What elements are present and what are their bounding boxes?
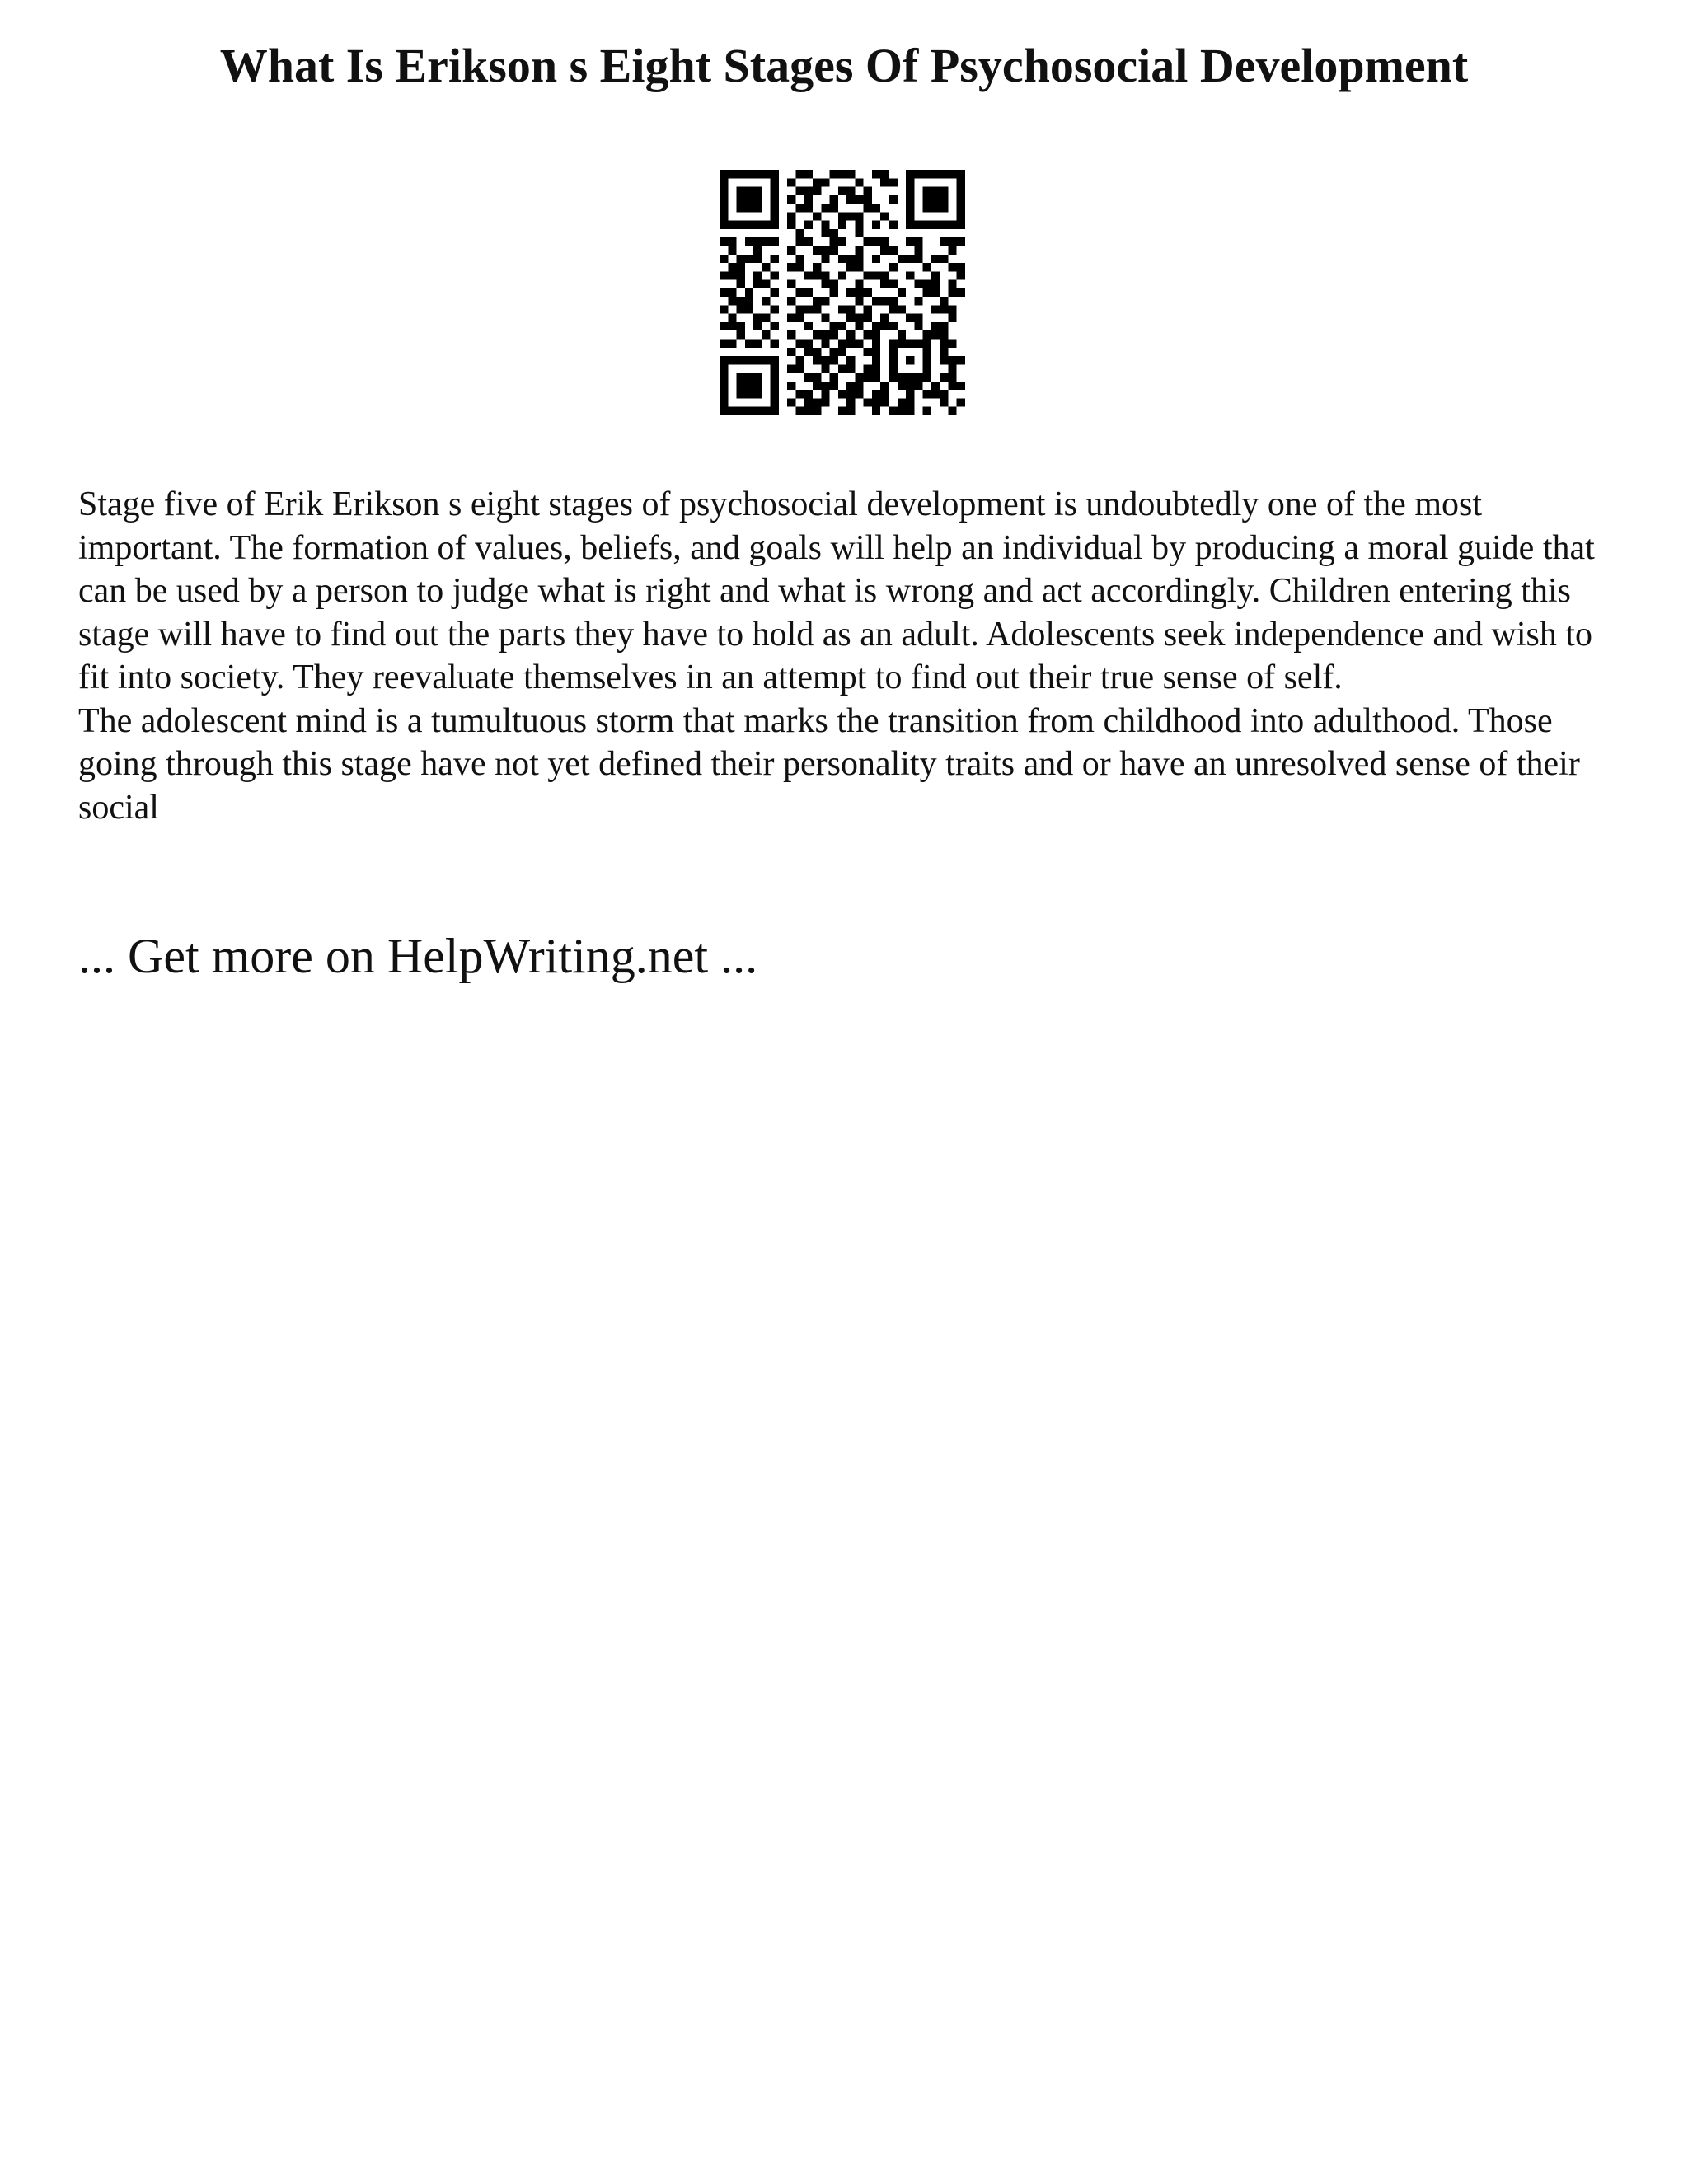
paragraph-stage-five: Stage five of Erik Erikson s eight stages of psychosocial development is undoubtedly one of the most important. The formation of values, beliefs, and goals will help an individual by producing a moral guide that can be used by a person to judge what is right and what is wrong and act accordingly. Children entering this stage will have to find out the parts they have to hold as an adult. Adolescents seek independence and wish to fit into society. They reevaluate themselves in an attempt to find out their true sense of self.	[78, 485, 1595, 696]
document-title: What Is Erikson s Eight Stages Of Psychosocial Development	[219, 39, 1469, 92]
qr-code-icon[interactable]	[720, 170, 965, 415]
get-more-link[interactable]: ... Get more on HelpWriting.net ...	[78, 929, 758, 983]
paragraph-adolescent-mind: The adolescent mind is a tumultuous storm that marks the transition from childhood into adulthood. Those going through this stage have not yet defined their personality traits and or have an unresolved sense of their social	[78, 701, 1580, 827]
article-body	[78, 483, 1620, 829]
